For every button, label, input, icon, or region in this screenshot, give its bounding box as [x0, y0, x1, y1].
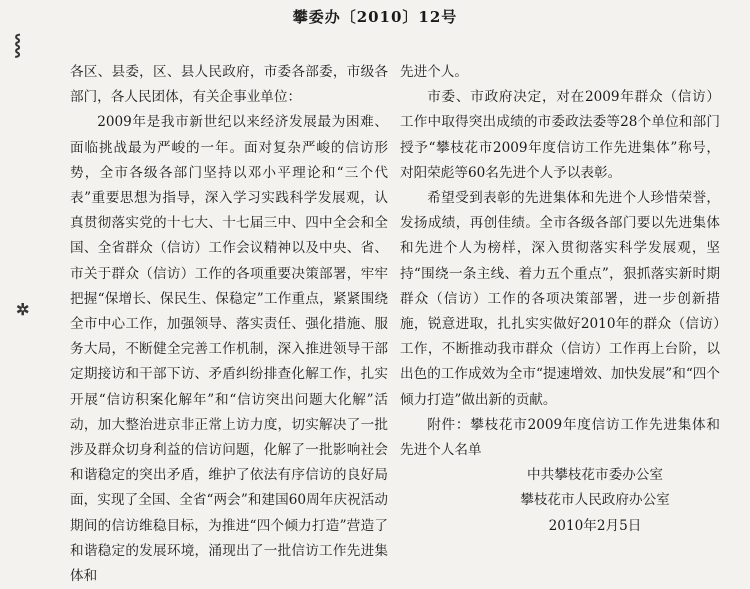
issue-date: 2010年2月5日	[548, 517, 642, 534]
body-paragraph-3: 希望受到表彰的先进集体和先进个人珍惜荣誉，发扬成绩，再创佳绩。全市各级各部门要以先进集体和先进个人为榜样，深入贯彻落实科学发展观，坚持“围绕一条主线、着力五个重点”，狠抓落实新时期群众（信访）工作的各项决策部署，进一步创新措施，锐意进取，扎扎实实做好2010年的群众（信访）工作，不断推动我市群众（信访）工作再上台阶，以出色的工作成效为全市“提速增效、加快发展”和“四个倾力打造”做出新的贡献。	[400, 190, 720, 408]
right-column	[400, 60, 720, 539]
body-paragraph-2: 市委、市政府决定，对在2009年群众（信访）工作中取得突出成绩的市委政法委等28个单位和部门授予“攀枝花市2009年度信访工作先进集体”称号，对阳荣彪等60名先进个人予以表彰。	[400, 89, 720, 181]
body-continuation: 先进个人。	[400, 64, 468, 80]
scan-mark-icon: ⸾	[14, 32, 22, 56]
body-paragraph-1: 2009年是我市新世纪以来经济发展最为困难、面临挑战最为严峻的一年。面对复杂严峻的信访形势，全市各级各部门坚持以邓小平理论和“三个代表”重要思想为指导，深入学习实践科学发展观，认真贯彻落实党的十七大、十七届三中、四中全会和全国、全省群众（信访）工作会议精神以及中央、省、市关于群众（信访）工作的各项重要决策部署，牢牢把握“保增长、保民生、保稳定”工作重点，紧紧围绕全市中心工作，加强领导、落实责任、强化措施、服务大局，不断健全完善工作机制，深入推进领导干部定期接访和干部下访、矛盾纠纷排查化解工作，扎实开展“信访积案化解年”和“信访突出问题大化解”活动，加大整治进京非正常上访力度，切实解决了一批涉及群众切身利益的信访问题，化解了一批影响社会和谐稳定的突出矛盾，维护了依法有序信访的良好局面，实现了全国、全省“两会”和建国60周年庆祝活动期间的信访维稳目标，为推进“四个倾力打造”营造了和谐稳定的发展环境，涌现出了一批信访工作先进集体和	[70, 114, 388, 585]
salutation: 各区、县委，区、县人民政府，市委各部委，市级各部门，各人民团体，有关企事业单位：	[70, 64, 388, 106]
issuer-party-office: 中共攀枝花市委办公室	[527, 467, 663, 484]
document-number: 攀委办〔2010〕12号	[292, 8, 458, 26]
signature-block	[470, 463, 720, 539]
left-column	[70, 60, 388, 589]
attachment-note: 附件：攀枝花市2009年度信访工作先进集体和先进个人名单	[400, 416, 720, 459]
binding-hole-icon: ✲	[16, 300, 30, 319]
issuer-government-office: 攀枝花市人民政府办公室	[520, 492, 670, 509]
